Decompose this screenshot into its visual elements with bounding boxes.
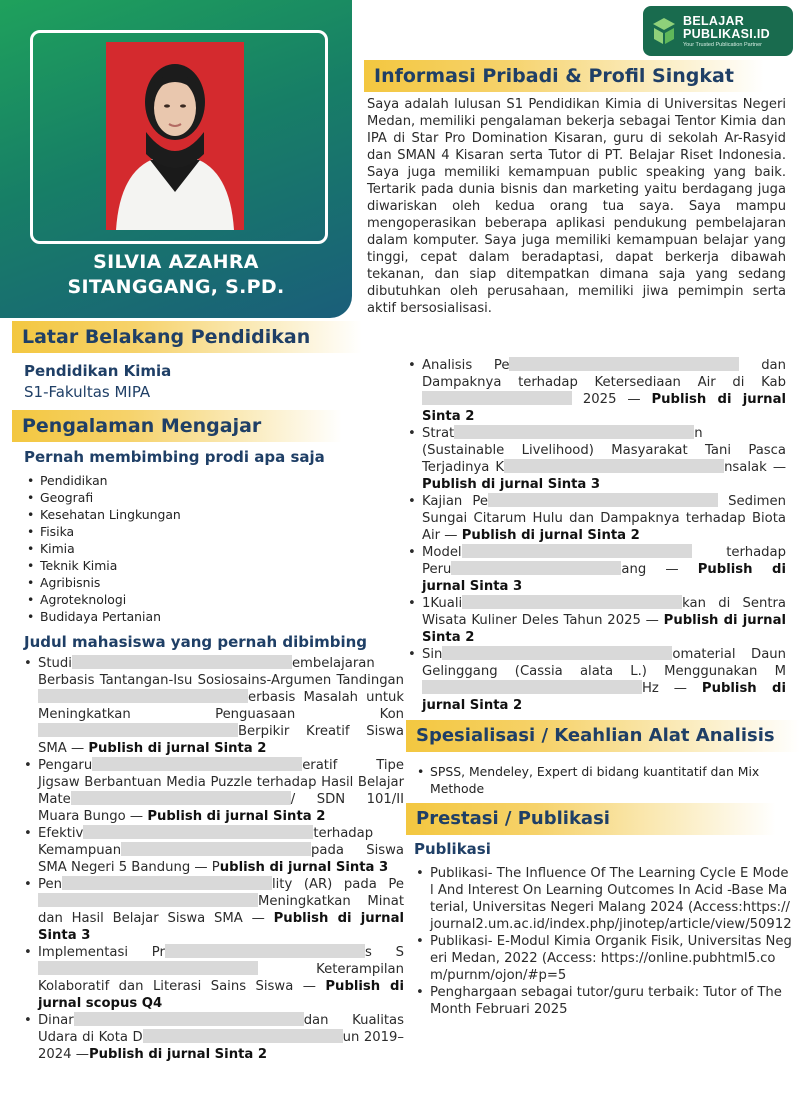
program-item: • Agroteknologi — [26, 591, 181, 608]
theses-heading: Judul mahasiswa yang pernah dibimbing — [24, 633, 368, 651]
redacted-text — [451, 561, 621, 575]
program-item: • Pendidikan — [26, 472, 181, 489]
redacted-text — [422, 391, 572, 405]
education-major: Pendidikan Kimia — [24, 362, 172, 380]
redacted-text — [72, 655, 292, 669]
redacted-text — [442, 646, 672, 660]
profile-photo — [106, 42, 244, 230]
thesis-item: • Studi embelajaran Berbasis Tantangan-Isu Sosiosains-Argumen Tandingan erbasis Masalah untuk Meningkatkan Penguasaan KonBerpikir Kreatif Siswa SMA — Publish di jurnal Sinta 2 — [24, 655, 404, 757]
redacted-text — [121, 842, 311, 856]
publication-item: • Publikasi- The Influence Of The Learning Cycle E Model And Interest On Learning Outcomes In Acid -Base Material, Universitas Negeri Malang 2024 (Access:https://journal2.um.ac.id/index.php/jinotep/article/view/50912 — [416, 865, 792, 933]
logo-line-1: BELAJAR — [683, 14, 745, 28]
program-item: • Kimia — [26, 540, 181, 557]
thesis-item: • Sin omaterial Daun Gelinggang (Cassia alata L.) Menggunakan MHz — Publish di jurnal Sinta 2 — [408, 646, 786, 714]
program-item: • Geografi — [26, 489, 181, 506]
thesis-item: • Efektiv terhadap Kemampuan pada Siswa SMA Negeri 5 Bandung — Publish di jurnal Sinta 3 — [24, 825, 404, 876]
thesis-item: • Pengaru eratif Tipe Jigsaw Berbantuan Media Puzzle terhadap Hasil Belajar Mate / SDN 101/II Muara Bungo — Publish di jurnal Sinta 2 — [24, 757, 404, 825]
redacted-text — [38, 893, 258, 907]
redacted-text — [143, 1029, 343, 1043]
education-faculty: S1-Fakultas MIPA — [24, 383, 151, 401]
prestasi-heading: Prestasi / Publikasi — [406, 803, 776, 835]
program-item: • Budidaya Pertanian — [26, 608, 181, 625]
redacted-text — [509, 357, 739, 371]
thesis-item: • Dinar dan Kualitas Udara di Kota D un 2019–2024 —Publish di jurnal Sinta 2 — [24, 1012, 404, 1063]
redacted-text — [38, 723, 238, 737]
publication-list — [416, 865, 792, 1018]
special-list — [416, 763, 776, 797]
logo-line-2: PUBLIKASI.ID — [683, 27, 770, 41]
redacted-text — [488, 493, 718, 507]
thesis-item: • Strat n (Sustainable Livelihood) Masyarakat Tani Pasca Terjadinya K nsalak — Publish di jurnal Sinta 3 — [408, 425, 786, 493]
publication-item: • Publikasi- E-Modul Kimia Organik Fisik, Universitas Negeri Medan, 2022 (Access: https://online.pubhtml5.com/purnm/ojon/#p=5 — [416, 933, 792, 984]
program-item: • Teknik Kimia — [26, 557, 181, 574]
special-heading: Spesialisasi / Keahlian Alat Analisis — [406, 720, 800, 752]
person-name — [20, 250, 332, 300]
redacted-text — [165, 944, 365, 958]
name-line-2: SITANGGANG, S.PD. — [67, 276, 285, 298]
thesis-item: • 1Kuali kan di Sentra Wisata Kuliner Deles Tahun 2025 — Publish di jurnal Sinta 2 — [408, 595, 786, 646]
redacted-text — [92, 757, 302, 771]
thesis-item: • Model terhadap Peru ang — Publish di jurnal Sinta 3 — [408, 544, 786, 595]
book-icon — [651, 16, 677, 46]
name-line-1: SILVIA AZAHRA — [93, 251, 259, 273]
redacted-text — [462, 544, 692, 558]
special-item: • SPSS, Mendeley, Expert di bidang kuantitatif dan Mix Methode — [416, 763, 776, 797]
thesis-list-left — [24, 655, 404, 1063]
profile-header-panel — [0, 0, 352, 318]
program-item: • Kesehatan Lingkungan — [26, 506, 181, 523]
program-item: • Fisika — [26, 523, 181, 540]
teaching-heading: Pengalaman Mengajar — [12, 410, 342, 442]
info-paragraph: Saya adalah lulusan S1 Pendidikan Kimia di Universitas Negeri Medan, memiliki pengalaman bekerja sebagai Tentor Kimia dan IPA di Star Pro Domination Kisaran, guru di sekolah Ar-Rasyid dan SMAN 4 Kisaran serta Tutor di PT. Belajar Riset Indonesia. Saya juga memiliki kemampuan public speaking yang baik. Tertarik pada dunia bisnis dan marketing yaitu berdagang juga diwariskan oleh kedua orang tua saya. Saya mampu mengoperasikan beberapa aplikasi pendukung pembelajaran dalam komputer. Saya juga memiliki kemampuan belajar yang tinggi, cepat dalam beradaptasi, dapat berkerja dibawah tekanan, dan siap ditempatkan dimana saja yang sedang dibutuhkan oleh perusahaan, memiliki jiwa pemimpin serta aktif bersosialisasi. — [367, 97, 786, 316]
program-list — [26, 472, 181, 625]
thesis-item: • Pen lity (AR) pada PeMeningkatkan Minat dan Hasil Belajar Siswa SMA — Publish di jurnal Sinta 3 — [24, 876, 404, 944]
redacted-text — [83, 825, 313, 839]
teaching-subheading: Pernah membimbing prodi apa saja — [24, 448, 325, 466]
redacted-text — [62, 876, 272, 890]
redacted-text — [74, 1012, 304, 1026]
redacted-text — [504, 459, 724, 473]
redacted-text — [422, 680, 642, 694]
redacted-text — [462, 595, 682, 609]
redacted-text — [454, 425, 694, 439]
info-heading: Informasi Pribadi & Profil Singkat — [364, 60, 764, 92]
thesis-list-right — [408, 357, 786, 714]
publikasi-subheading: Publikasi — [414, 840, 491, 858]
redacted-text — [38, 961, 258, 975]
redacted-text — [38, 689, 248, 703]
thesis-item: • Analisis Pe dan Dampaknya terhadap Ketersediaan Air di Kab 2025 — Publish di jurnal Sinta 2 — [408, 357, 786, 425]
brand-logo — [643, 6, 793, 56]
program-item: • Agribisnis — [26, 574, 181, 591]
publication-item: • Penghargaan sebagai tutor/guru terbaik: Tutor of The Month Februari 2025 — [416, 984, 792, 1018]
thesis-item: • Kajian Pe Sedimen Sungai Citarum Hulu dan Dampaknya terhadap Biota Air — Publish di jurnal Sinta 2 — [408, 493, 786, 544]
education-heading: Latar Belakang Pendidikan — [12, 321, 362, 353]
redacted-text — [71, 791, 291, 805]
logo-tagline: Your Trusted Publication Partner — [683, 42, 762, 48]
thesis-item: • Implementasi Pr s S Keterampilan Kolaboratif dan Literasi Sains Siswa — Publish di jurnal scopus Q4 — [24, 944, 404, 1012]
